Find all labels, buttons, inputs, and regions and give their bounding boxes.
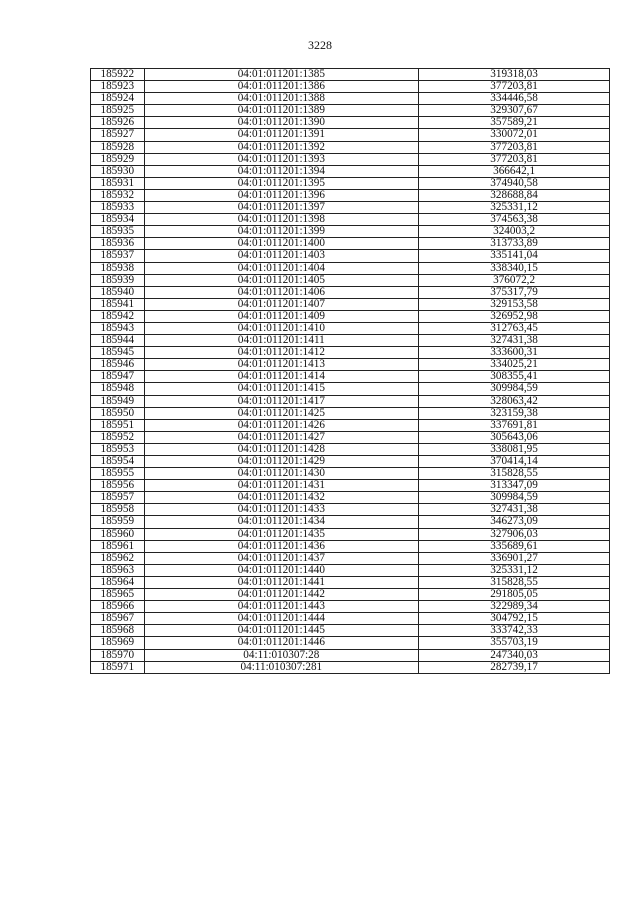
row-number-cell: 185941: [91, 298, 145, 310]
table-row: [91, 165, 610, 177]
row-number-cell: 185955: [91, 468, 145, 480]
table-row: [91, 504, 610, 516]
cadastral-value-cell: 282739,17: [419, 661, 610, 673]
cadastral-value-cell: 329153,58: [419, 298, 610, 310]
table-row: [91, 274, 610, 286]
row-number-cell: 185923: [91, 81, 145, 93]
table-row: [91, 637, 610, 649]
row-number-cell: 185929: [91, 153, 145, 165]
registry-table-body: [91, 69, 610, 674]
row-number-cell: 185969: [91, 637, 145, 649]
cadastral-number-cell: 04:01:011201:1399: [144, 226, 419, 238]
row-number-cell: 185947: [91, 371, 145, 383]
cadastral-number-cell: 04:01:011201:1405: [144, 274, 419, 286]
cadastral-number-cell: 04:01:011201:1432: [144, 492, 419, 504]
row-number-cell: 185922: [91, 69, 145, 81]
cadastral-value-cell: 357589,21: [419, 117, 610, 129]
cadastral-number-cell: 04:01:011201:1415: [144, 383, 419, 395]
row-number-cell: 185931: [91, 177, 145, 189]
cadastral-number-cell: 04:11:010307:281: [144, 661, 419, 673]
cadastral-value-cell: 334025,21: [419, 359, 610, 371]
row-number-cell: 185970: [91, 649, 145, 661]
table-row: [91, 202, 610, 214]
table-row: [91, 371, 610, 383]
row-number-cell: 185945: [91, 347, 145, 359]
cadastral-value-cell: 374563,38: [419, 214, 610, 226]
cadastral-value-cell: 322989,34: [419, 601, 610, 613]
table-row: [91, 117, 610, 129]
cadastral-value-cell: 319318,03: [419, 69, 610, 81]
table-row: [91, 456, 610, 468]
cadastral-value-cell: 325331,12: [419, 564, 610, 576]
cadastral-number-cell: 04:01:011201:1385: [144, 69, 419, 81]
cadastral-number-cell: 04:01:011201:1409: [144, 310, 419, 322]
row-number-cell: 185940: [91, 286, 145, 298]
table-row: [91, 395, 610, 407]
table-row: [91, 153, 610, 165]
cadastral-number-cell: 04:01:011201:1392: [144, 141, 419, 153]
cadastral-value-cell: 334446,58: [419, 93, 610, 105]
cadastral-number-cell: 04:01:011201:1413: [144, 359, 419, 371]
cadastral-number-cell: 04:01:011201:1440: [144, 564, 419, 576]
cadastral-value-cell: 338340,15: [419, 262, 610, 274]
row-number-cell: 185937: [91, 250, 145, 262]
cadastral-value-cell: 346273,09: [419, 516, 610, 528]
row-number-cell: 185948: [91, 383, 145, 395]
table-row: [91, 69, 610, 81]
table-row: [91, 298, 610, 310]
cadastral-number-cell: 04:01:011201:1390: [144, 117, 419, 129]
cadastral-value-cell: 366642,1: [419, 165, 610, 177]
cadastral-number-cell: 04:01:011201:1429: [144, 456, 419, 468]
row-number-cell: 185966: [91, 601, 145, 613]
registry-table-container: [90, 68, 610, 674]
cadastral-number-cell: 04:01:011201:1404: [144, 262, 419, 274]
cadastral-value-cell: 309984,59: [419, 492, 610, 504]
table-row: [91, 250, 610, 262]
table-row: [91, 347, 610, 359]
cadastral-number-cell: 04:01:011201:1446: [144, 637, 419, 649]
cadastral-number-cell: 04:01:011201:1395: [144, 177, 419, 189]
cadastral-number-cell: 04:01:011201:1406: [144, 286, 419, 298]
row-number-cell: 185943: [91, 322, 145, 334]
table-row: [91, 189, 610, 201]
cadastral-number-cell: 04:01:011201:1411: [144, 335, 419, 347]
cadastral-value-cell: 376072,2: [419, 274, 610, 286]
row-number-cell: 185942: [91, 310, 145, 322]
table-row: [91, 528, 610, 540]
cadastral-number-cell: 04:01:011201:1428: [144, 443, 419, 455]
row-number-cell: 185952: [91, 431, 145, 443]
cadastral-value-cell: 329307,67: [419, 105, 610, 117]
cadastral-value-cell: 291805,05: [419, 589, 610, 601]
cadastral-number-cell: 04:01:011201:1433: [144, 504, 419, 516]
cadastral-number-cell: 04:01:011201:1437: [144, 552, 419, 564]
cadastral-number-cell: 04:01:011201:1397: [144, 202, 419, 214]
cadastral-number-cell: 04:01:011201:1414: [144, 371, 419, 383]
cadastral-value-cell: 308355,41: [419, 371, 610, 383]
row-number-cell: 185967: [91, 613, 145, 625]
cadastral-number-cell: 04:01:011201:1389: [144, 105, 419, 117]
cadastral-value-cell: 377203,81: [419, 153, 610, 165]
table-row: [91, 81, 610, 93]
cadastral-value-cell: 327906,03: [419, 528, 610, 540]
cadastral-value-cell: 309984,59: [419, 383, 610, 395]
row-number-cell: 185971: [91, 661, 145, 673]
table-row: [91, 93, 610, 105]
table-row: [91, 129, 610, 141]
cadastral-value-cell: 247340,03: [419, 649, 610, 661]
cadastral-value-cell: 326952,98: [419, 310, 610, 322]
cadastral-number-cell: 04:01:011201:1403: [144, 250, 419, 262]
row-number-cell: 185954: [91, 456, 145, 468]
table-row: [91, 625, 610, 637]
table-row: [91, 226, 610, 238]
cadastral-number-cell: 04:01:011201:1407: [144, 298, 419, 310]
row-number-cell: 185924: [91, 93, 145, 105]
row-number-cell: 185938: [91, 262, 145, 274]
cadastral-value-cell: 338081,95: [419, 443, 610, 455]
cadastral-number-cell: 04:01:011201:1443: [144, 601, 419, 613]
row-number-cell: 185944: [91, 335, 145, 347]
cadastral-number-cell: 04:01:011201:1400: [144, 238, 419, 250]
row-number-cell: 185962: [91, 552, 145, 564]
cadastral-value-cell: 315828,55: [419, 576, 610, 588]
row-number-cell: 185957: [91, 492, 145, 504]
cadastral-number-cell: 04:01:011201:1398: [144, 214, 419, 226]
table-row: [91, 262, 610, 274]
table-row: [91, 322, 610, 334]
table-row: [91, 407, 610, 419]
row-number-cell: 185963: [91, 564, 145, 576]
row-number-cell: 185968: [91, 625, 145, 637]
row-number-cell: 185960: [91, 528, 145, 540]
table-row: [91, 383, 610, 395]
row-number-cell: 185949: [91, 395, 145, 407]
row-number-cell: 185953: [91, 443, 145, 455]
table-row: [91, 286, 610, 298]
cadastral-number-cell: 04:01:011201:1430: [144, 468, 419, 480]
cadastral-value-cell: 312763,45: [419, 322, 610, 334]
table-row: [91, 214, 610, 226]
table-row: [91, 601, 610, 613]
cadastral-value-cell: 335689,61: [419, 540, 610, 552]
table-row: [91, 443, 610, 455]
cadastral-value-cell: 377203,81: [419, 81, 610, 93]
cadastral-number-cell: 04:01:011201:1444: [144, 613, 419, 625]
table-row: [91, 552, 610, 564]
cadastral-number-cell: 04:01:011201:1425: [144, 407, 419, 419]
cadastral-value-cell: 325331,12: [419, 202, 610, 214]
table-row: [91, 492, 610, 504]
row-number-cell: 185959: [91, 516, 145, 528]
cadastral-number-cell: 04:01:011201:1426: [144, 419, 419, 431]
row-number-cell: 185951: [91, 419, 145, 431]
page-number: 3228: [308, 38, 332, 52]
row-number-cell: 185956: [91, 480, 145, 492]
table-row: [91, 649, 610, 661]
cadastral-number-cell: 04:01:011201:1435: [144, 528, 419, 540]
table-row: [91, 516, 610, 528]
row-number-cell: 185946: [91, 359, 145, 371]
cadastral-number-cell: 04:01:011201:1436: [144, 540, 419, 552]
row-number-cell: 185933: [91, 202, 145, 214]
cadastral-value-cell: 333742,33: [419, 625, 610, 637]
cadastral-value-cell: 305643,06: [419, 431, 610, 443]
table-row: [91, 468, 610, 480]
table-row: [91, 613, 610, 625]
cadastral-number-cell: 04:01:011201:1417: [144, 395, 419, 407]
table-row: [91, 480, 610, 492]
row-number-cell: 185932: [91, 189, 145, 201]
cadastral-number-cell: 04:01:011201:1393: [144, 153, 419, 165]
row-number-cell: 185934: [91, 214, 145, 226]
table-row: [91, 576, 610, 588]
row-number-cell: 185928: [91, 141, 145, 153]
cadastral-number-cell: 04:01:011201:1391: [144, 129, 419, 141]
row-number-cell: 185925: [91, 105, 145, 117]
table-row: [91, 564, 610, 576]
cadastral-value-cell: 328063,42: [419, 395, 610, 407]
cadastral-value-cell: 327431,38: [419, 504, 610, 516]
cadastral-value-cell: 355703,19: [419, 637, 610, 649]
cadastral-value-cell: 370414,14: [419, 456, 610, 468]
row-number-cell: 185961: [91, 540, 145, 552]
cadastral-number-cell: 04:01:011201:1431: [144, 480, 419, 492]
cadastral-number-cell: 04:01:011201:1412: [144, 347, 419, 359]
row-number-cell: 185935: [91, 226, 145, 238]
cadastral-number-cell: 04:01:011201:1388: [144, 93, 419, 105]
cadastral-value-cell: 313347,09: [419, 480, 610, 492]
table-row: [91, 105, 610, 117]
cadastral-number-cell: 04:11:010307:28: [144, 649, 419, 661]
cadastral-value-cell: 327431,38: [419, 335, 610, 347]
row-number-cell: 185950: [91, 407, 145, 419]
cadastral-value-cell: 323159,38: [419, 407, 610, 419]
table-row: [91, 661, 610, 673]
row-number-cell: 185939: [91, 274, 145, 286]
table-row: [91, 141, 610, 153]
cadastral-number-cell: 04:01:011201:1394: [144, 165, 419, 177]
table-row: [91, 431, 610, 443]
cadastral-value-cell: 315828,55: [419, 468, 610, 480]
cadastral-value-cell: 375317,79: [419, 286, 610, 298]
table-row: [91, 177, 610, 189]
table-row: [91, 540, 610, 552]
cadastral-number-cell: 04:01:011201:1427: [144, 431, 419, 443]
table-row: [91, 589, 610, 601]
row-number-cell: 185930: [91, 165, 145, 177]
table-row: [91, 359, 610, 371]
cadastral-number-cell: 04:01:011201:1434: [144, 516, 419, 528]
cadastral-number-cell: 04:01:011201:1410: [144, 322, 419, 334]
cadastral-number-cell: 04:01:011201:1442: [144, 589, 419, 601]
cadastral-value-cell: 304792,15: [419, 613, 610, 625]
cadastral-number-cell: 04:01:011201:1386: [144, 81, 419, 93]
cadastral-value-cell: 328688,84: [419, 189, 610, 201]
cadastral-number-cell: 04:01:011201:1396: [144, 189, 419, 201]
cadastral-value-cell: 330072,01: [419, 129, 610, 141]
row-number-cell: 185958: [91, 504, 145, 516]
cadastral-value-cell: 335141,04: [419, 250, 610, 262]
table-row: [91, 310, 610, 322]
cadastral-value-cell: 377203,81: [419, 141, 610, 153]
cadastral-value-cell: 313733,89: [419, 238, 610, 250]
row-number-cell: 185927: [91, 129, 145, 141]
row-number-cell: 185936: [91, 238, 145, 250]
table-row: [91, 419, 610, 431]
table-row: [91, 238, 610, 250]
registry-table: [90, 68, 610, 674]
row-number-cell: 185964: [91, 576, 145, 588]
cadastral-number-cell: 04:01:011201:1445: [144, 625, 419, 637]
cadastral-value-cell: 336901,27: [419, 552, 610, 564]
row-number-cell: 185926: [91, 117, 145, 129]
cadastral-value-cell: 374940,58: [419, 177, 610, 189]
row-number-cell: 185965: [91, 589, 145, 601]
cadastral-value-cell: 337691,81: [419, 419, 610, 431]
cadastral-number-cell: 04:01:011201:1441: [144, 576, 419, 588]
cadastral-value-cell: 324003,2: [419, 226, 610, 238]
cadastral-value-cell: 333600,31: [419, 347, 610, 359]
table-row: [91, 335, 610, 347]
